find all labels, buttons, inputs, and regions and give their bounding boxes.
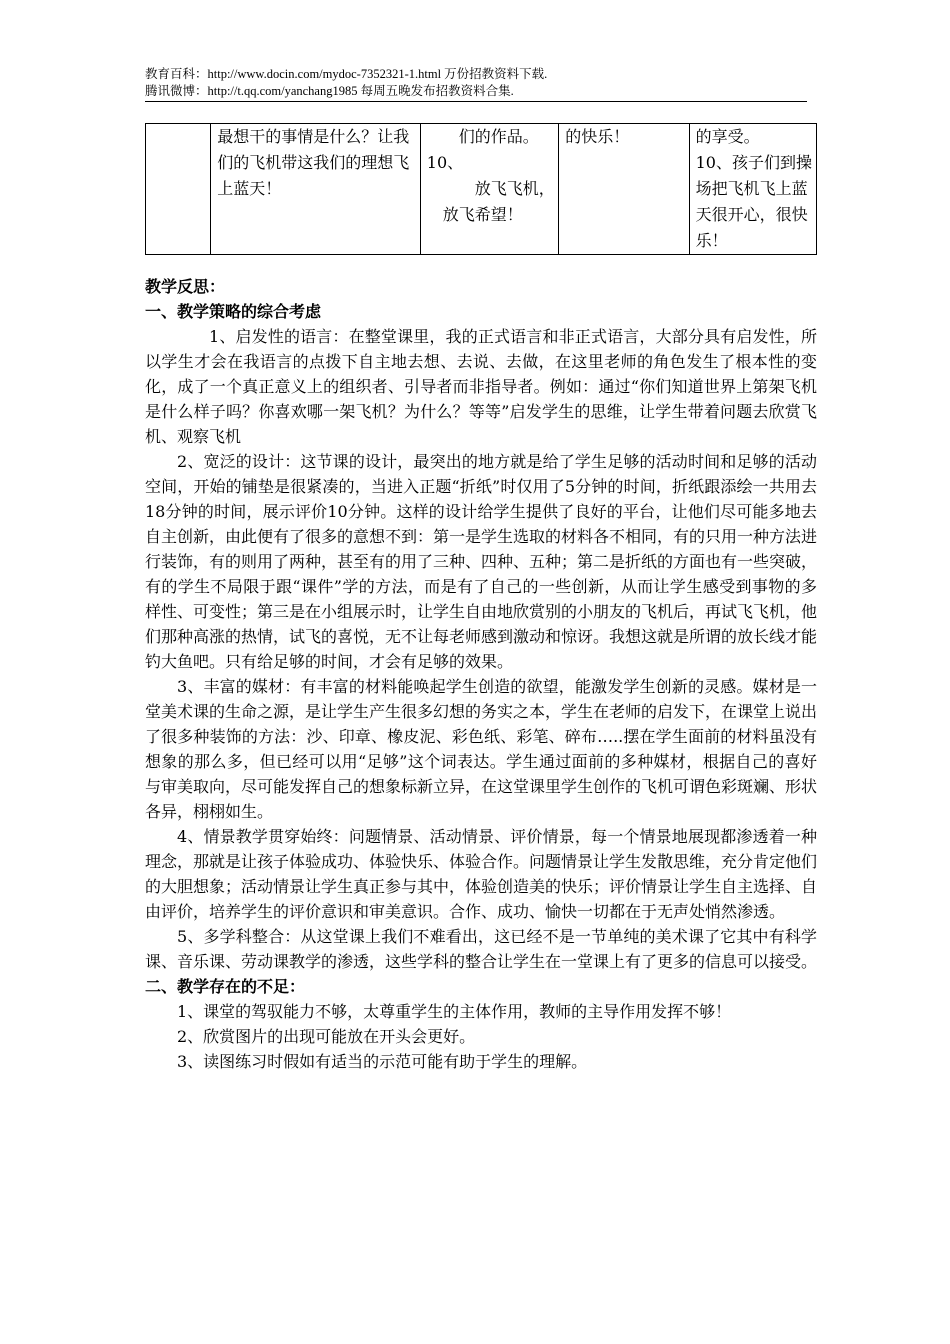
shortcoming-1: 1、课堂的驾驭能力不够，太尊重学生的主体作用，教师的主导作用发挥不够！ — [177, 1002, 732, 1021]
shortcoming-3: 3、读图练习时假如有适当的示范可能有助于学生的理解。 — [177, 1052, 588, 1071]
paragraph-2: 2、宽泛的设计：这节课的设计，最突出的地方就是给了学生足够的活动时间和足够的活动空间，开始的铺垫是很紧凑的，当进入正题“折纸”时仅用了5分钟的时间，折纸跟添绘一共用去18分钟的时间，展示评价10分钟。这样的设计给学生提供了良好的平台，让他们尽可能多地去自主创新，由此便有了很多的意想不到：第一是学生选取的材料各不相同，有的只用一种方法进行装饰，有的则用了两种，甚至有的用了三种、四种、五种；第二是折纸的方面也有一些突破，有的学生不局限于跟“课件”学的方法，而是有了自己的一些创新，从而让学生感受到事物的多样性、可变性；第三是在小组展示时，让学生自由地欣赏别的小朋友的飞机后，再试飞飞机，他们那种高涨的热情，试飞的喜悦，无不让每老师感到激动和惊讶。我想这就是所谓的放长线才能钓大鱼吧。只有给足够的时间，才会有足够的效果。 — [145, 452, 818, 671]
paragraph-4: 4、情景教学贯穿始终：问题情景、活动情景、评价情景，每一个情景地展现都渗透着一种理念，那就是让孩子体验成功、体验快乐、体验合作。问题情景让学生发散思维，充分肯定他们的大胆想象；活动情景让学生真正参与其中，体验创造美的快乐；评价情景让学生自主选择、自由评价，培养学生的评价意识和审美意识。合作、成功、愉快一切都在于无声处悄然渗透。 — [145, 827, 818, 921]
paragraph-3: 3、丰富的媒材：有丰富的材料能唤起学生创造的欲望，能激发学生创新的灵感。媒材是一堂美术课的生命之源，是让学生产生很多幻想的务实之本，学生在老师的启发下，在课堂上说出了很多种装饰的方法：沙、印章、橡皮泥、彩色纸、彩笔、碎布…..摆在学生面前的材料虽没有想象的那么多，但已经可以用“足够”这个词表达。学生通过面前的多种媒材，根据自己的喜好与审美取向，尽可能发挥自己的想象标新立异，在这堂课里学生创作的飞机可谓色彩斑斓、形状各异，栩栩如生。 — [145, 677, 818, 821]
table-cell-feeling: 的快乐！ — [559, 124, 689, 255]
reflection-section — [145, 274, 817, 1074]
header-divider — [145, 101, 807, 102]
table-cell-text: 10、孩子们到操场把飞机飞上蓝天很开心，很快乐！ — [695, 153, 812, 250]
table-cell-text: 10、 — [426, 153, 464, 172]
paragraph-1: 1、启发性的语言：在整堂课里，我的正式语言和非正式语言，大部分具有启发性，所以学生才会在我语言的点拨下自主地去想、去说、去做，在这里老师的角色发生了根本性的变化，成了一个真正意义上的组织者、引导者而非指导者。例如：通过“你们知道世界上第架飞机是什么样子吗？你喜欢哪一架飞机？为什么？等等”启发学生的思维，让学生带着问题去欣赏飞机、观察飞机 — [145, 327, 817, 446]
table-cell-text: 放飞飞机，放飞希望！ — [442, 179, 555, 224]
section-2-heading: 二、教学存在的不足： — [145, 977, 306, 996]
table-cell-activity: 最想干的事情是什么？让我们的飞机带这我们的理想飞上蓝天！ — [211, 124, 421, 255]
header-line-2: 腾讯微博：http://t.qq.com/yanchang1985 每周五晚发布招教资料合集. — [145, 84, 514, 98]
table-cell-steps — [420, 124, 558, 255]
paragraph-5: 5、多学科整合：从这堂课上我们不难看出，这已经不是一节单纯的美术课了它其中有科学课、音乐课、劳动课教学的渗透，这些学科的整合让学生在一堂课上有了更多的信息可以接受。 — [145, 927, 818, 971]
table-row — [146, 124, 817, 255]
table-cell-empty — [146, 124, 211, 255]
header-line-1: 教育百科：http://www.docin.com/mydoc-7352321-1.html 万份招教资料下载. — [145, 67, 548, 81]
shortcoming-2: 2、欣赏图片的出现可能放在开头会更好。 — [177, 1027, 476, 1046]
lesson-table — [145, 123, 817, 255]
section-1-heading: 一、教学策略的综合考虑 — [145, 302, 322, 321]
table-cell-result — [689, 124, 816, 255]
table-cell-text: 的享受。 — [695, 127, 760, 146]
table-cell-text: 们的作品。 — [458, 127, 539, 146]
page-header — [145, 66, 807, 100]
reflection-title: 教学反思： — [145, 277, 226, 296]
